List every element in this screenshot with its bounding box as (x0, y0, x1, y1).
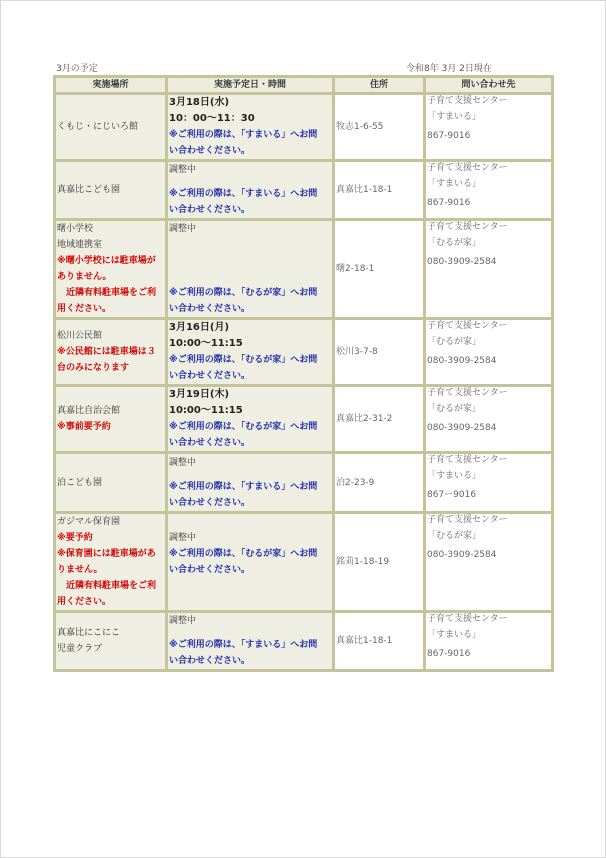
cell-line: くもじ・にじいろ館 (57, 122, 139, 132)
cell-line: ※要予約 (57, 533, 93, 543)
cell-line: ※ご利用の際は、「むるが家」へお問 (169, 549, 318, 559)
header-contact: 問い合わせ先 (425, 77, 553, 94)
cell-line: 調整中 (169, 457, 197, 468)
contact-cell (425, 386, 553, 453)
cell-line (169, 578, 331, 594)
contact-line: 「むるが家」 (427, 531, 482, 541)
header-address: 住所 (334, 77, 425, 94)
cell-line: ※ご利用の際は、「むるが家」へお問 (169, 422, 318, 432)
cell-line: い合わせください。 (169, 371, 251, 381)
contact-line: 080-3909-2584 (427, 423, 497, 433)
cell-line: ガジマル保育園 (57, 517, 121, 527)
contact-line: 867-9016 (427, 649, 471, 659)
schedule-table (53, 75, 554, 672)
contact-line: 子育て支援センター (427, 515, 508, 525)
contact-cell (425, 161, 553, 220)
cell-line: 台のみになります (57, 363, 130, 373)
contact-line: 867-9016 (427, 131, 471, 141)
contact-line: 子育て支援センター (427, 163, 508, 173)
cell-line: ※公民館には駐車場は３ (57, 347, 156, 357)
contact-line: 080-3909-2584 (427, 356, 497, 366)
contact-line: 080-3909-2584 (427, 257, 497, 267)
cell-line: 調整中 (169, 224, 197, 234)
cell-line: 10:00～11:15 (169, 338, 243, 349)
cell-line: 10：00～11：30 (169, 113, 255, 124)
cell-line: 泊こども園 (57, 477, 103, 488)
address-text: 牧志1-6-55 (336, 122, 384, 132)
cell-line: ※ご利用の際は、「すまいる」へお問 (169, 481, 318, 492)
cell-line: りません。 (57, 565, 103, 575)
cell-line: ※保育園には駐車場があ (57, 549, 156, 559)
address-text: 松川3-7-8 (336, 347, 378, 357)
address-cell (334, 319, 425, 386)
place-cell (55, 453, 167, 513)
place-cell (55, 161, 167, 220)
address-cell (334, 94, 425, 161)
cell-line: 近隣有料駐車場をご利 (57, 288, 157, 298)
address-text: 真嘉比1-18-1 (336, 185, 393, 195)
contact-cell (425, 220, 553, 319)
cell-line: ※ご利用の際は、「むるが家」へお問 (169, 288, 318, 298)
cell-line: い合わせください。 (169, 656, 251, 666)
table-row (55, 319, 553, 386)
contact-line: 「すまいる」 (427, 630, 482, 640)
address-cell (334, 513, 425, 612)
datetime-cell (167, 513, 334, 612)
cell-line: 3月16日(月) (169, 322, 230, 333)
contact-line: 子育て支援センター (427, 455, 508, 465)
cell-line: 真嘉比こども園 (57, 185, 121, 195)
cell-line: い合わせください。 (169, 438, 251, 448)
cell-line (169, 471, 331, 479)
contact-line: 080-3909-2584 (427, 550, 497, 560)
address-text: 銘苅1-18-19 (336, 557, 390, 567)
table-row (55, 386, 553, 453)
address-text: 泊2-23-9 (336, 477, 375, 488)
cell-line: ありません。 (57, 272, 112, 282)
address-cell (334, 453, 425, 513)
cell-line (169, 253, 331, 269)
cell-line: 10:00～11:15 (169, 405, 243, 416)
cell-line: 近隣有料駐車場をご利 (57, 581, 157, 591)
contact-line: 「むるが家」 (427, 404, 482, 414)
cell-line: ※事前要予約 (57, 422, 111, 432)
address-text: 真嘉比2-31-2 (336, 414, 393, 424)
cell-line: ※ご利用の際は、「すまいる」へお問 (169, 640, 318, 650)
cell-line: 3月19日(木) (169, 389, 230, 400)
cell-line: 曙小学校 (57, 224, 94, 234)
contact-line: 「すまいる」 (427, 179, 482, 189)
contact-line: 「むるが家」 (427, 238, 482, 248)
table-row (55, 220, 553, 319)
cell-line: 用ください。 (57, 304, 112, 314)
datetime-cell (167, 386, 334, 453)
cell-line: 真嘉比にこにこ (57, 628, 121, 638)
cell-line: 3月18日(水) (169, 97, 230, 108)
place-cell (55, 319, 167, 386)
header-datetime: 実施予定日・時間 (167, 77, 334, 94)
cell-line: 調整中 (169, 165, 197, 175)
contact-line: 「すまいる」 (427, 471, 482, 481)
contact-cell (425, 319, 553, 386)
cell-line: 調整中 (169, 616, 197, 626)
cell-line (169, 269, 331, 285)
schedule-title: 3月の予定 (56, 64, 98, 74)
contact-line: 子育て支援センター (427, 388, 508, 398)
cell-line: ※ご利用の際は、「すまいる」へお問 (169, 130, 318, 140)
place-cell (55, 220, 167, 319)
table-header-row (55, 77, 553, 94)
cell-line: い合わせください。 (169, 497, 251, 508)
contact-cell (425, 513, 553, 612)
contact-cell (425, 453, 553, 513)
cell-line: ※ご利用の際は、「むるが家」へお問 (169, 355, 318, 365)
cell-line: い合わせください。 (169, 304, 251, 314)
cell-line: い合わせください。 (169, 565, 251, 575)
address-cell (334, 612, 425, 671)
cell-line (169, 237, 331, 253)
cell-line: 用ください。 (57, 597, 112, 607)
datetime-cell (167, 94, 334, 161)
cell-line: 児童クラブ (57, 644, 103, 654)
contact-line: 子育て支援センター (427, 222, 508, 232)
address-text: 真嘉比1-18-1 (336, 636, 393, 646)
datetime-cell (167, 612, 334, 671)
datetime-cell (167, 161, 334, 220)
cell-line (169, 178, 331, 186)
table-row (55, 612, 553, 671)
table-row (55, 94, 553, 161)
address-cell (334, 161, 425, 220)
datetime-cell (167, 453, 334, 513)
header-place: 実施場所 (55, 77, 167, 94)
place-cell (55, 612, 167, 671)
as-of-date: 令和8年 3月 2日現在 (406, 64, 492, 74)
table-row (55, 513, 553, 612)
cell-line: 調整中 (169, 533, 197, 543)
cell-line: 松川公民館 (57, 331, 103, 341)
contact-cell (425, 94, 553, 161)
cell-line: 真嘉比自治会館 (57, 406, 121, 416)
contact-line: 「すまいる」 (427, 112, 482, 122)
contact-line: 867-9016 (427, 198, 471, 208)
place-cell (55, 386, 167, 453)
cell-line: い合わせください。 (169, 146, 251, 156)
address-cell (334, 220, 425, 319)
contact-line: 子育て支援センター (427, 96, 508, 106)
contact-cell (425, 612, 553, 671)
address-cell (334, 386, 425, 453)
contact-line: 子育て支援センター (427, 321, 508, 331)
datetime-cell (167, 220, 334, 319)
table-row (55, 453, 553, 513)
cell-line (169, 629, 331, 637)
cell-line: い合わせください。 (169, 205, 251, 215)
cell-line: ※曙小学校には駐車場が (57, 256, 156, 266)
contact-line: 867ー9016 (427, 490, 477, 500)
contact-line: 「むるが家」 (427, 337, 482, 347)
table-row (55, 161, 553, 220)
place-cell (55, 94, 167, 161)
place-cell (55, 513, 167, 612)
contact-line: 子育て支援センター (427, 614, 508, 624)
cell-line: 地域連携室 (57, 240, 103, 250)
datetime-cell (167, 319, 334, 386)
address-text: 曙2-18-1 (336, 264, 375, 274)
cell-line: ※ご利用の際は、「すまいる」へお問 (169, 189, 318, 199)
